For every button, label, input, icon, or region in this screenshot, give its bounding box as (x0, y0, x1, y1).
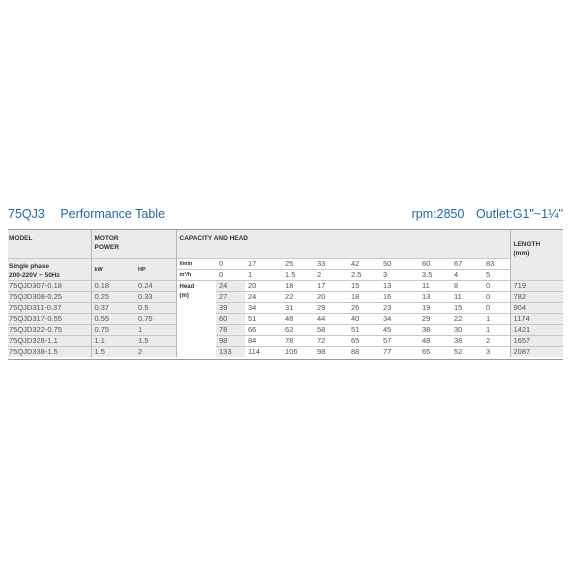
model-cell: 75QJD328-1.1 (8, 336, 91, 347)
head-value-cell: 133 (216, 347, 245, 358)
flow-m3h-cell: 3.5 (419, 270, 451, 281)
table-row (8, 281, 563, 292)
length-cell: 904 (510, 303, 563, 314)
model-cell: 75QJD322-0.75 (8, 325, 91, 336)
head-value-cell: 11 (419, 281, 451, 292)
head-value-cell: 11 (451, 292, 483, 303)
kw-cell: 1.5 (91, 347, 135, 358)
head-value-cell: 20 (245, 281, 282, 292)
head-value-cell: 34 (245, 303, 282, 314)
table-row (8, 336, 563, 347)
head-value-cell: 48 (282, 314, 314, 325)
head-value-cell: 24 (216, 281, 245, 292)
head-value-cell: 65 (348, 336, 380, 347)
length-cell: 782 (510, 292, 563, 303)
head-value-cell: 29 (314, 303, 348, 314)
flow-lmin-cell: 17 (245, 259, 282, 270)
length-header (510, 230, 563, 281)
flow-lmin-cell: 25 (282, 259, 314, 270)
head-value-cell: 38 (419, 325, 451, 336)
kw-cell: 0.25 (91, 292, 135, 303)
hp-cell: 0.5 (135, 303, 176, 314)
flow-m3h-cell: 2.5 (348, 270, 380, 281)
head-value-cell: 13 (380, 281, 419, 292)
head-value-cell: 19 (419, 303, 451, 314)
head-value-cell: 8 (451, 281, 483, 292)
hp-header: HP (135, 259, 176, 281)
head-value-cell: 106 (282, 347, 314, 358)
flow-m3h-cell: 3 (380, 270, 419, 281)
table-row (8, 325, 563, 336)
flow-lmin-cell: 42 (348, 259, 380, 270)
head-value-cell: 26 (348, 303, 380, 314)
performance-table (8, 230, 563, 357)
spec-summary (412, 207, 563, 221)
hp-cell: 0.24 (135, 281, 176, 292)
head-value-cell: 2 (483, 336, 510, 347)
flow-m3h-cell: 4 (451, 270, 483, 281)
length-cell: 1174 (510, 314, 563, 325)
kw-cell: 1.1 (91, 336, 135, 347)
head-value-cell: 51 (348, 325, 380, 336)
phase-label: Single phase (9, 263, 50, 270)
flow-m3h-cell: 1 (245, 270, 282, 281)
head-value-cell: 78 (282, 336, 314, 347)
flow-lmin-cell: 60 (419, 259, 451, 270)
table-title-bar (8, 207, 563, 223)
head-value-cell: 114 (245, 347, 282, 358)
head-value-cell: 1 (483, 325, 510, 336)
head-value-cell: 72 (314, 336, 348, 347)
head-value-cell: 20 (314, 292, 348, 303)
capacity-head-header: CAPACITY AND HEAD (176, 230, 510, 259)
kw-cell: 0.75 (91, 325, 135, 336)
head-value-cell: 34 (380, 314, 419, 325)
phase-header (8, 259, 91, 281)
model-cell: 75QJD308-0.25 (8, 292, 91, 303)
head-value-cell: 16 (380, 292, 419, 303)
head-value-cell: 31 (282, 303, 314, 314)
head-value-cell: 18 (348, 292, 380, 303)
head-value-cell: 52 (451, 347, 483, 358)
flow-m3h-cell: 0 (216, 270, 245, 281)
model-header: MODEL (8, 230, 91, 259)
model-cell: 75QJD311-0.37 (8, 303, 91, 314)
flow-m3h-cell: 1.5 (282, 270, 314, 281)
head-value-cell: 24 (245, 292, 282, 303)
head-value-cell: 45 (380, 325, 419, 336)
table-row (8, 314, 563, 325)
head-value-cell: 66 (245, 325, 282, 336)
head-value-cell: 18 (282, 281, 314, 292)
head-value-cell: 58 (314, 325, 348, 336)
head-value-cell: 0 (483, 292, 510, 303)
hp-cell: 0.75 (135, 314, 176, 325)
flow-lmin-cell: 67 (451, 259, 483, 270)
head-value-cell: 22 (282, 292, 314, 303)
table-row (8, 347, 563, 358)
head-value-cell: 88 (348, 347, 380, 358)
model-cell: 75QJD307-0.18 (8, 281, 91, 292)
head-value-cell: 38 (451, 336, 483, 347)
model-cell: 75QJD338-1.5 (8, 347, 91, 358)
head-value-cell: 22 (451, 314, 483, 325)
voltage-label: 200-220V ~ 50Hz (9, 272, 60, 279)
hp-cell: 1.5 (135, 336, 176, 347)
flow-m3h-cell: 2 (314, 270, 348, 281)
head-value-cell: 0 (483, 303, 510, 314)
lmin-header: l/min (176, 259, 216, 270)
flow-lmin-cell: 33 (314, 259, 348, 270)
length-cell: 1421 (510, 325, 563, 336)
head-value-cell: 23 (380, 303, 419, 314)
head-value-cell: 1 (483, 314, 510, 325)
head-value-cell: 57 (380, 336, 419, 347)
model-cell: 75QJD317-0.55 (8, 314, 91, 325)
rpm-spec: rpm:2850 (411, 207, 465, 221)
head-value-cell: 15 (451, 303, 483, 314)
table-title (8, 207, 165, 221)
head-value-cell: 0 (483, 281, 510, 292)
head-value-cell: 98 (216, 336, 245, 347)
head-value-cell: 30 (451, 325, 483, 336)
head-value-cell: 51 (245, 314, 282, 325)
hp-cell: 1 (135, 325, 176, 336)
head-value-cell: 15 (348, 281, 380, 292)
kw-cell: 0.18 (91, 281, 135, 292)
motor-power-header: MOTOR POWER (91, 230, 176, 259)
head-value-cell: 39 (216, 303, 245, 314)
head-value-cell: 27 (216, 292, 245, 303)
table-row (8, 292, 563, 303)
head-value-cell: 17 (314, 281, 348, 292)
head-label (176, 281, 216, 358)
head-value-cell: 77 (380, 347, 419, 358)
hp-cell: 0.33 (135, 292, 176, 303)
head-value-cell: 13 (419, 292, 451, 303)
length-label: LENGTH (513, 241, 541, 248)
flow-lmin-cell: 0 (216, 259, 245, 270)
header-row-1 (8, 230, 563, 259)
length-cell: 2087 (510, 347, 563, 358)
kw-cell: 0.37 (91, 303, 135, 314)
head-unit-text: (m) (179, 293, 189, 299)
m3h-header: m³/h (176, 270, 216, 281)
head-value-cell: 44 (314, 314, 348, 325)
table-name: Performance Table (60, 207, 166, 221)
kw-header: kW (91, 259, 135, 281)
head-value-cell: 48 (419, 336, 451, 347)
length-unit: (mm) (513, 250, 530, 257)
head-value-cell: 98 (314, 347, 348, 358)
head-value-cell: 84 (245, 336, 282, 347)
head-value-cell: 62 (282, 325, 314, 336)
head-value-cell: 65 (419, 347, 451, 358)
table-bottom-rule (8, 359, 563, 360)
head-value-cell: 40 (348, 314, 380, 325)
table-row (8, 303, 563, 314)
flow-lmin-cell: 50 (380, 259, 419, 270)
length-cell: 719 (510, 281, 563, 292)
hp-cell: 2 (135, 347, 176, 358)
series-name: 75QJ3 (8, 207, 45, 221)
head-label-text: Head (179, 284, 195, 290)
length-cell: 1657 (510, 336, 563, 347)
head-value-cell: 60 (216, 314, 245, 325)
head-value-cell: 78 (216, 325, 245, 336)
flow-m3h-cell: 5 (483, 270, 510, 281)
header-row-2 (8, 259, 563, 270)
kw-cell: 0.55 (91, 314, 135, 325)
outlet-spec: Outlet:G1"~1¼" (475, 207, 563, 221)
flow-lmin-cell: 83 (483, 259, 510, 270)
head-value-cell: 29 (419, 314, 451, 325)
head-value-cell: 3 (483, 347, 510, 358)
